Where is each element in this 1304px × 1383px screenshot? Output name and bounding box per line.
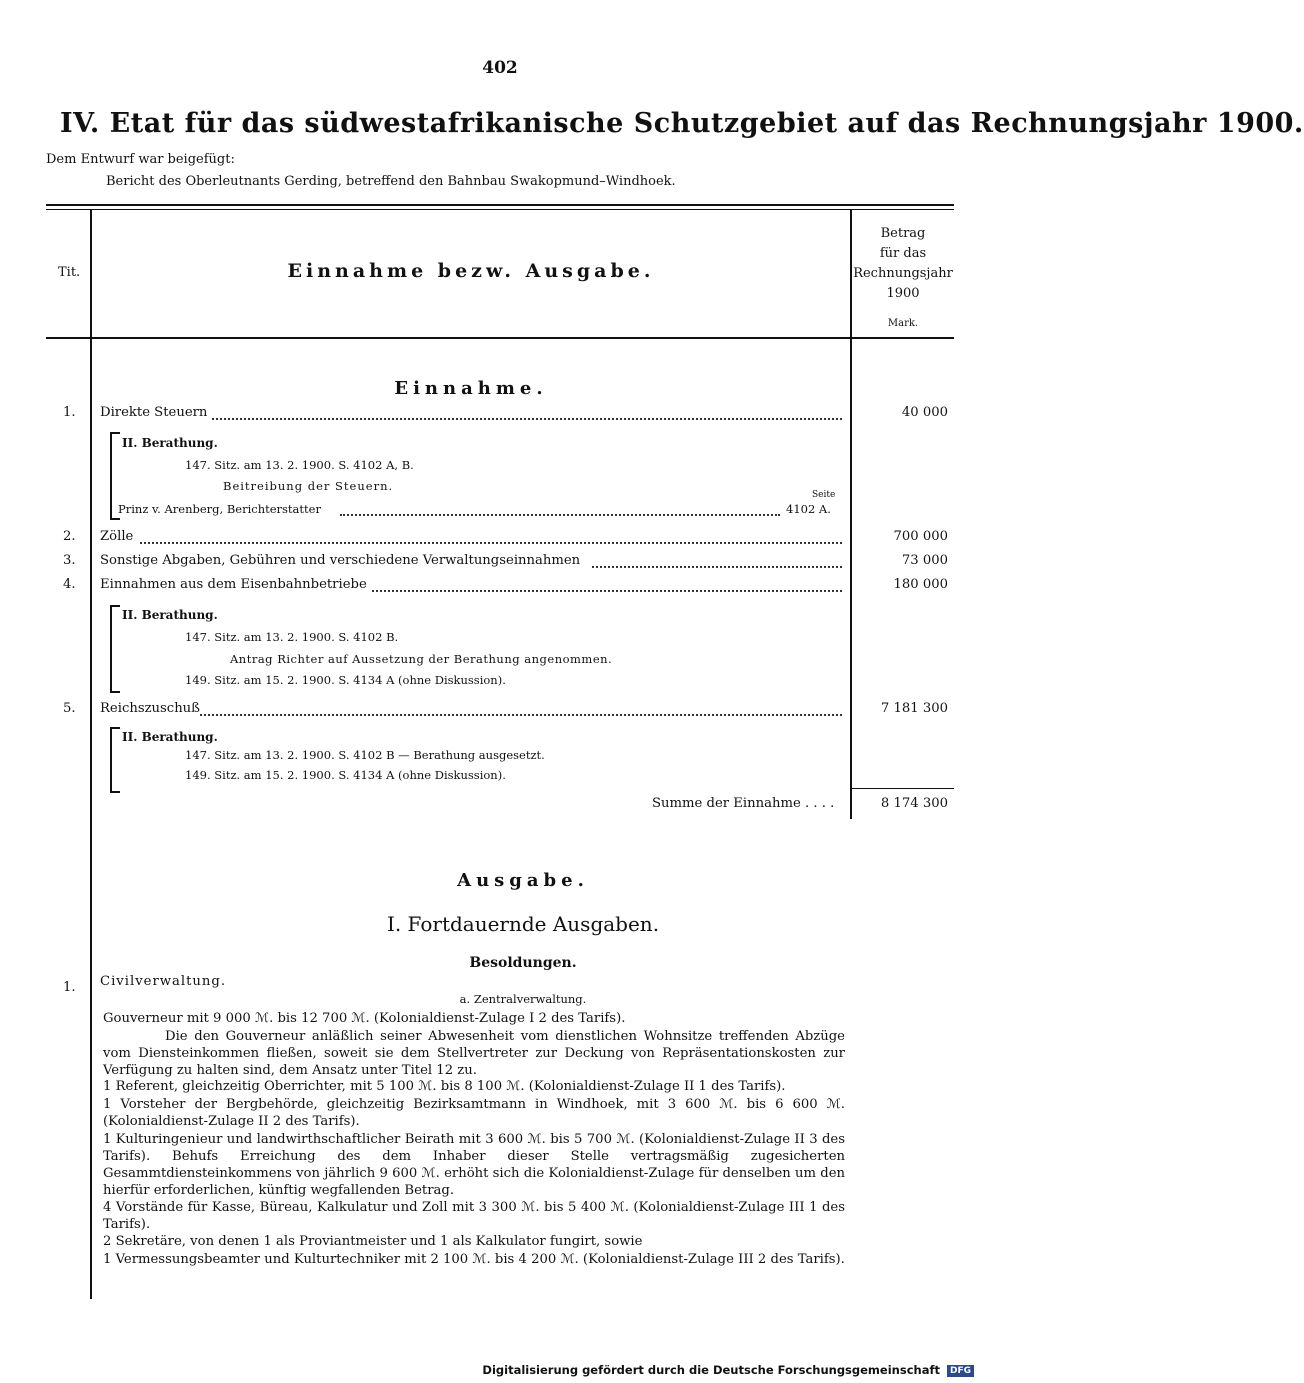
- table-top-rule: [46, 204, 954, 206]
- income-row-3-no: 3.: [63, 553, 76, 568]
- expense-paragraph: 1 Kulturingenieur und landwirthschaftlicher Beirath mit 3 600 ℳ. bis 5 700 ℳ. (Kolonialdienst-Zulage II 3 des Tarifs). Behufs Erreichung des dem Inhaber dieser Stelle vertragsmäßig zugesicherten Gesammtdiensteinkommens von jährlich 9 600 ℳ. erhöht sich die Kolonialdienst-Zulage für denselben um den hierfür erforderlichen, künftig wegfallenden Betrag.: [103, 1132, 845, 1198]
- income-row-1-amount: 40 000: [901, 405, 948, 420]
- column-divider-left: [90, 209, 92, 1299]
- col-header-amount-2: für das: [879, 246, 927, 261]
- debate-line: 149. Sitz. am 15. 2. 1900. S. 4134 A (ohne Diskussion).: [185, 768, 506, 782]
- expense-paragraph: 4 Vorstände für Kasse, Büreau, Kalkulatur und Zoll mit 3 300 ℳ. bis 5 400 ℳ. (Kolonialdienst-Zulage III 1 des Tarifs).: [103, 1200, 845, 1232]
- debate-line: 147. Sitz. am 13. 2. 1900. S. 4102 A, B.: [185, 458, 414, 472]
- income-row-2-amount: 700 000: [893, 529, 948, 544]
- income-row-1-label: Direkte Steuern: [100, 405, 208, 420]
- col-header-unit: Mark.: [887, 318, 919, 329]
- debate-line: Beitreibung der Steuern.: [223, 479, 394, 493]
- page-title: IV. Etat für das südwestafrikanische Schutzgebiet auf das Rechnungsjahr 1900.: [60, 108, 1304, 139]
- col-header-amount-1: Betrag: [880, 226, 926, 241]
- debate-line: 149. Sitz. am 15. 2. 1900. S. 4134 A (ohne Diskussion).: [185, 673, 506, 687]
- expense-subheading: I. Fortdauernde Ausgaben.: [386, 912, 660, 936]
- leader-dots: [200, 714, 842, 716]
- leader-dots: [340, 514, 780, 516]
- leader-dots: [140, 542, 842, 544]
- header-bottom-rule: [46, 337, 954, 339]
- income-row-5-label: Reichszuschuß: [100, 701, 200, 716]
- income-row-3-label: Sonstige Abgaben, Gebühren und verschiedene Verwaltungseinnahmen: [100, 553, 581, 568]
- expense-row-1-no: 1.: [63, 980, 76, 995]
- debate-bracket: [110, 727, 120, 793]
- income-row-5-no: 5.: [63, 701, 76, 716]
- expense-row-1-label: Civilverwaltung.: [100, 974, 227, 989]
- income-row-1-no: 1.: [63, 405, 76, 420]
- expense-paragraph: Gouverneur mit 9 000 ℳ. bis 12 700 ℳ. (Kolonialdienst-Zulage I 2 des Tarifs).: [103, 1011, 626, 1026]
- debate-title: II. Berathung.: [122, 730, 218, 744]
- expense-paragraph: Die den Gouverneur anläßlich seiner Abwesenheit vom dienstlichen Wohnsitze treffenden Abzüge vom Diensteinkommen fließen, soweit sie dem Stellvertreter zur Deckung von Repräsentationskosten zur Verfügung zu halten sind, dem Ansatz unter Titel 12 zu.: [103, 1029, 845, 1078]
- debate-line: Antrag Richter auf Aussetzung der Berathung angenommen.: [230, 652, 613, 666]
- debate-title: II. Berathung.: [122, 608, 218, 622]
- leader-dots: [592, 566, 842, 568]
- income-row-2-label: Zölle: [100, 529, 134, 544]
- section-heading: Besoldungen.: [469, 955, 577, 971]
- debate-line: Prinz v. Arenberg, Berichterstatter: [118, 502, 321, 516]
- leader-dots: [212, 418, 842, 420]
- income-heading: Einnahme.: [394, 378, 548, 399]
- sum-rule: [852, 788, 954, 789]
- income-row-4-no: 4.: [63, 577, 76, 592]
- digitization-footer: [482, 1363, 974, 1377]
- page-ref-label: Seite: [812, 490, 836, 500]
- dfg-logo: DFG: [947, 1365, 974, 1377]
- footer-text: Digitalisierung gefördert durch die Deutsche Forschungsgemeinschaft: [482, 1363, 940, 1377]
- income-row-4-amount: 180 000: [893, 577, 948, 592]
- debate-bracket: [110, 605, 120, 693]
- table-top-rule-thin: [46, 209, 954, 210]
- expense-paragraph: 1 Vermessungsbeamter und Kulturtechniker mit 2 100 ℳ. bis 4 200 ℳ. (Kolonialdienst-Zulage III 2 des Tarifs).: [103, 1252, 845, 1267]
- expense-paragraph: 2 Sekretäre, von denen 1 als Proviantmeister und 1 als Kalkulator fungirt, sowie: [103, 1234, 643, 1249]
- expense-heading: Ausgabe.: [457, 870, 589, 891]
- debate-title: II. Berathung.: [122, 436, 218, 450]
- col-header-description: Einnahme bezw. Ausgabe.: [287, 260, 655, 282]
- income-row-3-amount: 73 000: [901, 553, 948, 568]
- income-row-2-no: 2.: [63, 529, 76, 544]
- col-header-amount-3: Rechnungsjahr: [853, 266, 953, 281]
- attached-item: Bericht des Oberleutnants Gerding, betreffend den Bahnbau Swakopmund–Windhoek.: [106, 174, 676, 189]
- income-row-4-label: Einnahmen aus dem Eisenbahnbetriebe: [100, 577, 367, 592]
- subsection-heading: a. Zentralverwaltung.: [459, 992, 587, 1006]
- income-row-5-amount: 7 181 300: [880, 701, 948, 716]
- income-sum-amount: 8 174 300: [880, 796, 948, 811]
- col-header-amount-4: 1900: [886, 286, 920, 301]
- col-header-tit: Tit.: [58, 265, 81, 280]
- income-sum-label: Summe der Einnahme . . . .: [652, 796, 835, 811]
- page-number: 402: [482, 58, 518, 78]
- page-ref: 4102 A.: [786, 502, 831, 516]
- attached-note: Dem Entwurf war beigefügt:: [46, 152, 235, 167]
- expense-paragraph: 1 Vorsteher der Bergbehörde, gleichzeitig Bezirksamtmann in Windhoek, mit 3 600 ℳ. bis 6 600 ℳ. (Kolonialdienst-Zulage II 2 des Tarifs).: [103, 1097, 845, 1129]
- leader-dots: [372, 590, 842, 592]
- debate-line: 147. Sitz. am 13. 2. 1900. S. 4102 B — Berathung ausgesetzt.: [185, 748, 545, 762]
- debate-line: 147. Sitz. am 13. 2. 1900. S. 4102 B.: [185, 630, 399, 644]
- expense-paragraph: 1 Referent, gleichzeitig Oberrichter, mit 5 100 ℳ. bis 8 100 ℳ. (Kolonialdienst-Zulage II 1 des Tarifs).: [103, 1079, 786, 1094]
